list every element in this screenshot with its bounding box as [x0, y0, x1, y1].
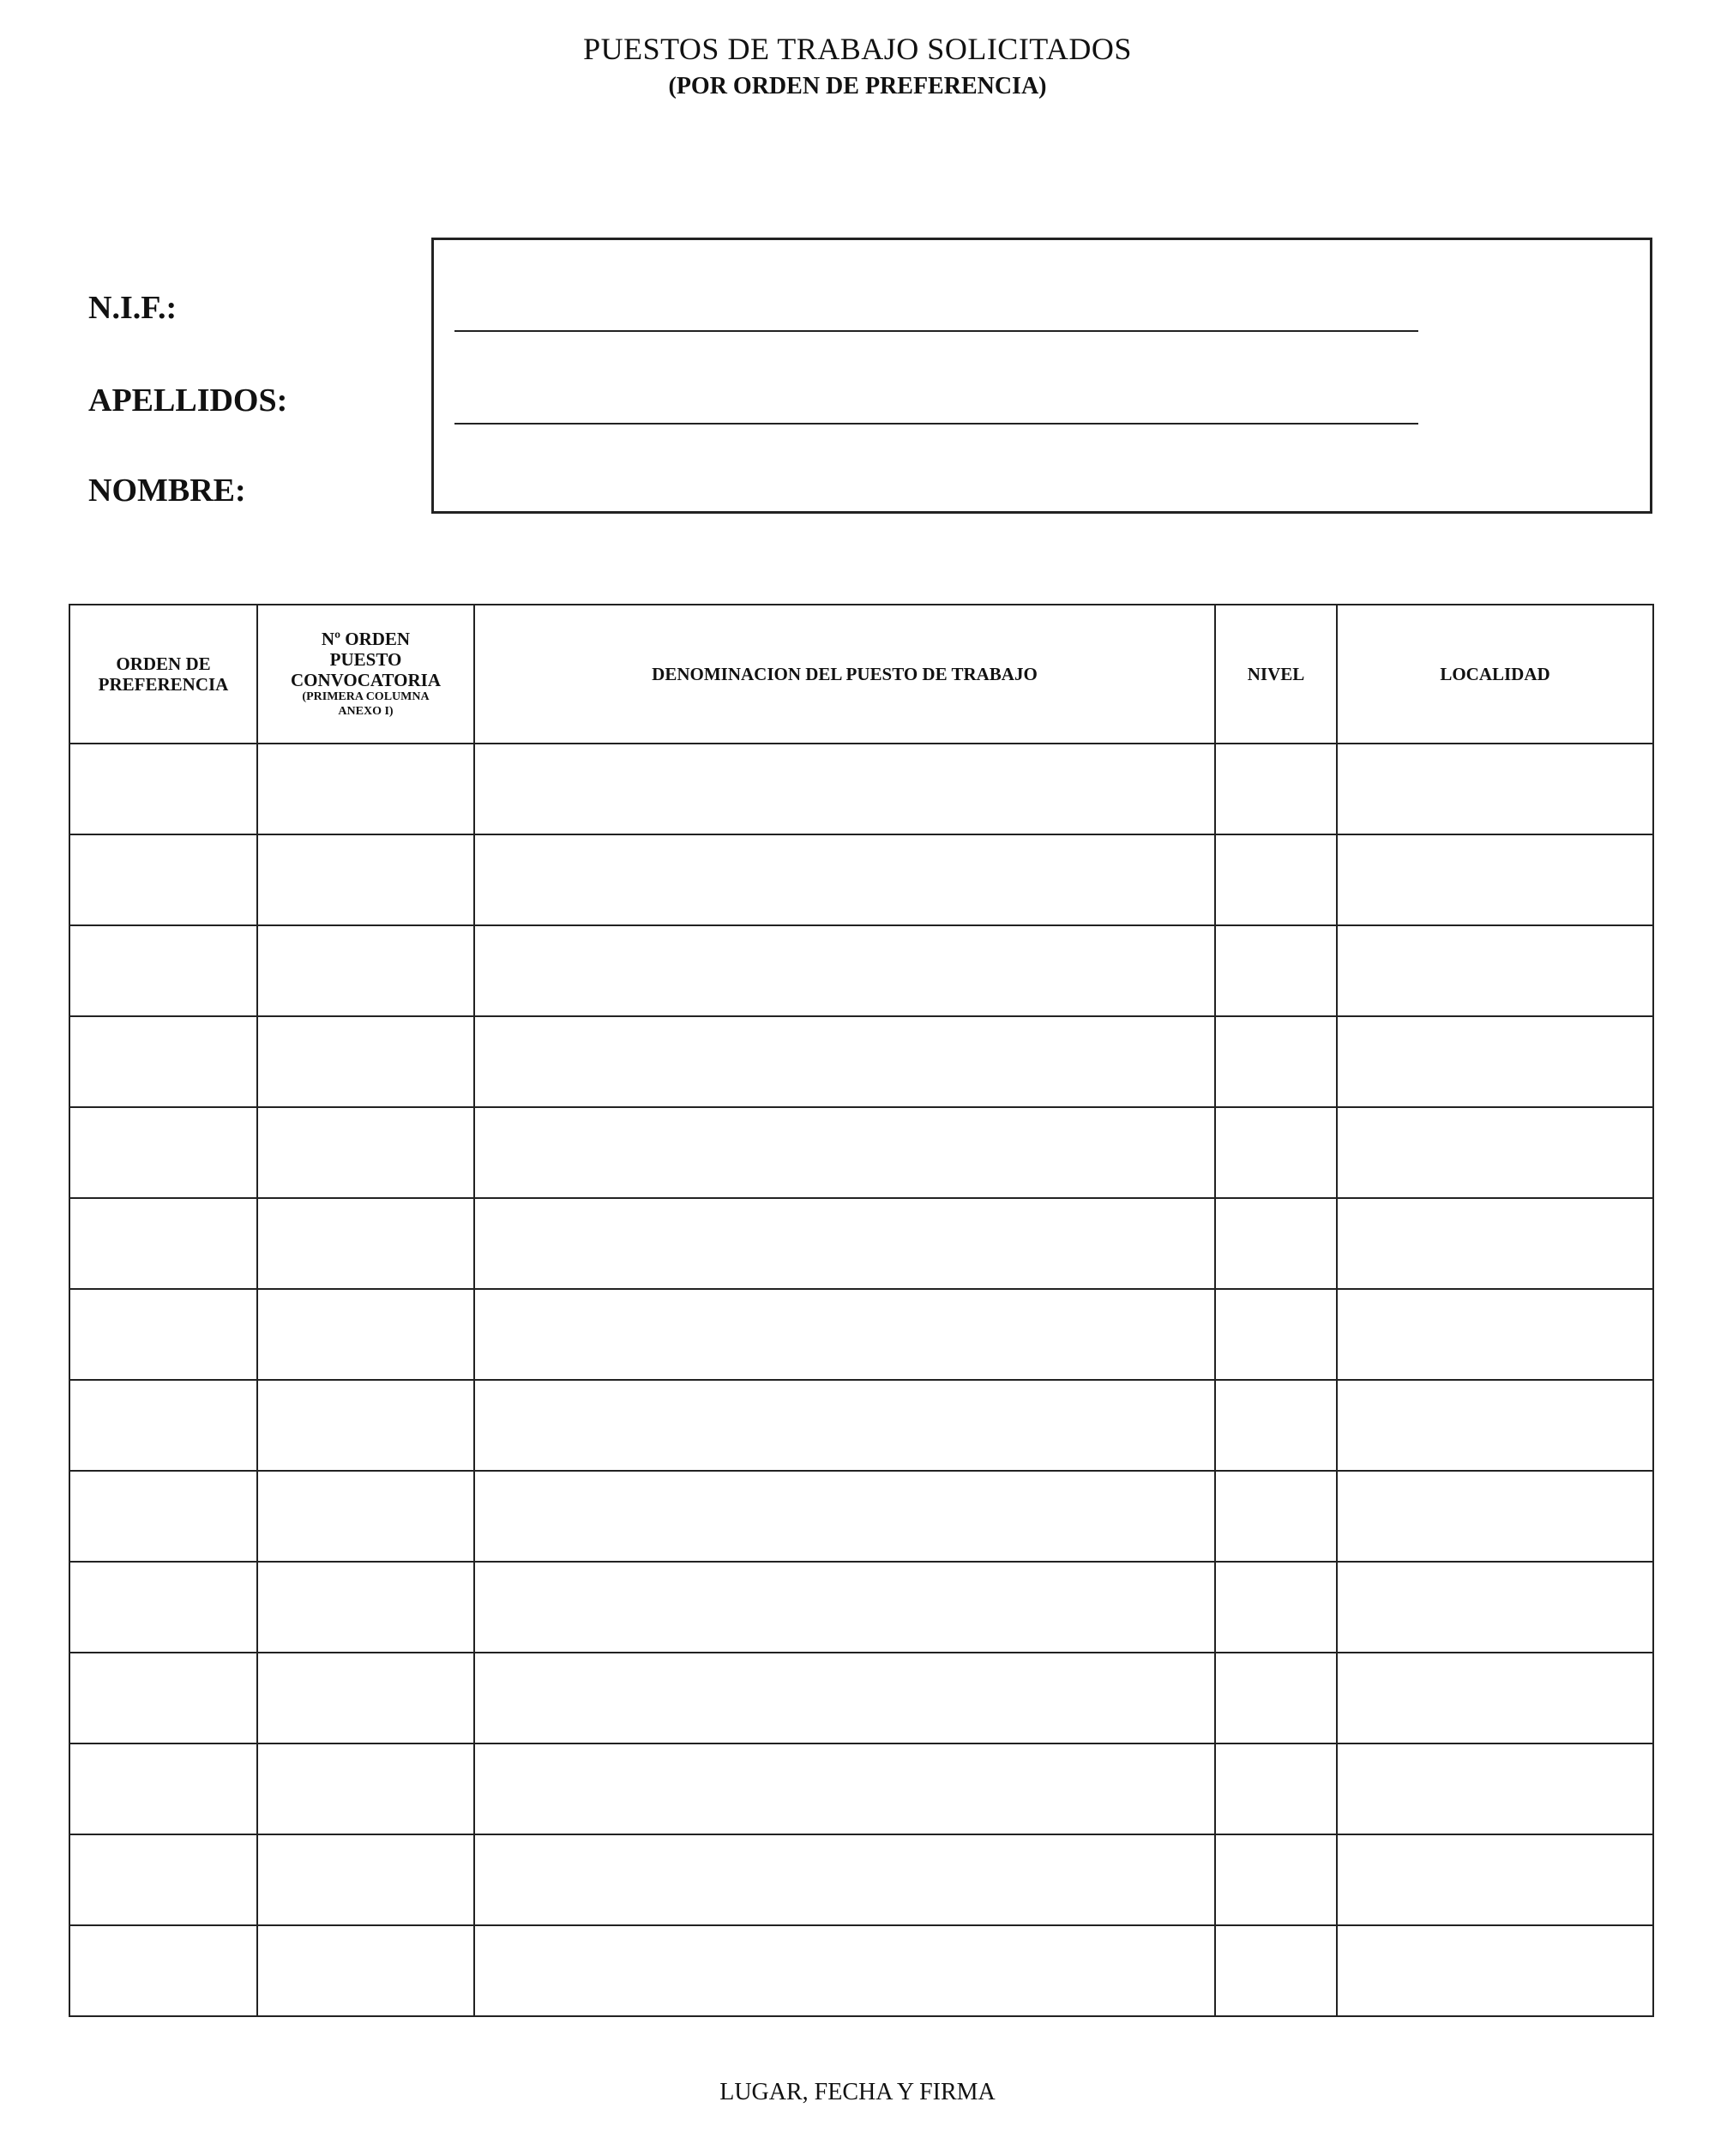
denominacion-cell[interactable] — [474, 1107, 1215, 1198]
num-orden-cell[interactable] — [257, 834, 474, 925]
orden-cell[interactable] — [69, 1743, 257, 1834]
nivel-cell[interactable] — [1215, 925, 1337, 1016]
nivel-cell[interactable] — [1215, 1380, 1337, 1471]
table-header-row — [69, 605, 1653, 744]
table-row — [69, 1562, 1653, 1653]
localidad-cell[interactable] — [1337, 834, 1653, 925]
orden-cell[interactable] — [69, 925, 257, 1016]
table-row — [69, 1016, 1653, 1107]
nivel-cell[interactable] — [1215, 834, 1337, 925]
apellidos-field-line[interactable] — [454, 423, 1418, 425]
identification-box — [431, 238, 1652, 514]
denominacion-cell[interactable] — [474, 1380, 1215, 1471]
table-row — [69, 1198, 1653, 1289]
denominacion-cell[interactable] — [474, 1562, 1215, 1653]
nivel-cell[interactable] — [1215, 1016, 1337, 1107]
nivel-cell[interactable] — [1215, 1198, 1337, 1289]
denominacion-cell[interactable] — [474, 1016, 1215, 1107]
signature-label: LUGAR, FECHA Y FIRMA — [719, 2079, 996, 2105]
orden-cell[interactable] — [69, 1925, 257, 2016]
denominacion-cell[interactable] — [474, 1289, 1215, 1380]
nivel-cell[interactable] — [1215, 1743, 1337, 1834]
table-row — [69, 1107, 1653, 1198]
denominacion-cell[interactable] — [474, 1653, 1215, 1743]
table-row — [69, 744, 1653, 834]
localidad-cell[interactable] — [1337, 1653, 1653, 1743]
table-row — [69, 1380, 1653, 1471]
denominacion-cell[interactable] — [474, 1834, 1215, 1925]
col-header-localidad: LOCALIDAD — [1337, 605, 1653, 744]
orden-cell[interactable] — [69, 834, 257, 925]
orden-cell[interactable] — [69, 1016, 257, 1107]
num-orden-cell[interactable] — [257, 1016, 474, 1107]
denominacion-cell[interactable] — [474, 744, 1215, 834]
orden-cell[interactable] — [69, 744, 257, 834]
localidad-cell[interactable] — [1337, 744, 1653, 834]
col-header-num-orden — [257, 605, 474, 744]
page-subtitle: (POR ORDEN DE PREFERENCIA) — [668, 73, 1047, 99]
num-orden-cell[interactable] — [257, 1925, 474, 2016]
apellidos-label: APELLIDOS: — [88, 382, 288, 419]
col-header-denominacion: DENOMINACION DEL PUESTO DE TRABAJO — [474, 605, 1215, 744]
col-header-orden-line-1: ORDEN DE — [116, 653, 211, 674]
preferences-table — [69, 604, 1654, 2017]
localidad-cell[interactable] — [1337, 1107, 1653, 1198]
nivel-cell[interactable] — [1215, 1107, 1337, 1198]
table-row — [69, 1471, 1653, 1562]
nombre-label: NOMBRE: — [88, 473, 246, 509]
col-header-orden-preferencia — [69, 605, 257, 744]
nivel-cell[interactable] — [1215, 1562, 1337, 1653]
num-orden-cell[interactable] — [257, 925, 474, 1016]
num-orden-cell[interactable] — [257, 1743, 474, 1834]
preferences-table-body — [69, 744, 1653, 2016]
table-row — [69, 1925, 1653, 2016]
num-orden-cell[interactable] — [257, 1380, 474, 1471]
orden-cell[interactable] — [69, 1562, 257, 1653]
localidad-cell[interactable] — [1337, 1380, 1653, 1471]
num-orden-cell[interactable] — [257, 1834, 474, 1925]
nivel-cell[interactable] — [1215, 1925, 1337, 2016]
num-orden-cell[interactable] — [257, 1562, 474, 1653]
localidad-cell[interactable] — [1337, 1562, 1653, 1653]
col-header-orden-line-2: PREFERENCIA — [98, 674, 229, 695]
denominacion-cell[interactable] — [474, 834, 1215, 925]
nivel-cell[interactable] — [1215, 744, 1337, 834]
denominacion-cell[interactable] — [474, 1198, 1215, 1289]
nivel-cell[interactable] — [1215, 1834, 1337, 1925]
localidad-cell[interactable] — [1337, 1198, 1653, 1289]
denominacion-cell[interactable] — [474, 1471, 1215, 1562]
num-orden-cell[interactable] — [257, 1471, 474, 1562]
col-header-num-orden-line-2: PUESTO — [329, 649, 402, 671]
col-header-num-orden-line-3: CONVOCATORIA — [291, 670, 441, 691]
nif-field-line[interactable] — [454, 330, 1418, 332]
table-row — [69, 1653, 1653, 1743]
nif-label: N.I.F.: — [88, 290, 178, 326]
col-header-num-orden-note-1: (PRIMERA COLUMNA — [302, 690, 430, 704]
table-row — [69, 1289, 1653, 1380]
denominacion-cell[interactable] — [474, 1743, 1215, 1834]
localidad-cell[interactable] — [1337, 925, 1653, 1016]
num-orden-cell[interactable] — [257, 1289, 474, 1380]
num-orden-cell[interactable] — [257, 744, 474, 834]
col-header-num-orden-note-2: ANEXO I) — [338, 705, 394, 719]
orden-cell[interactable] — [69, 1289, 257, 1380]
table-row — [69, 1743, 1653, 1834]
nivel-cell[interactable] — [1215, 1289, 1337, 1380]
num-orden-cell[interactable] — [257, 1107, 474, 1198]
col-header-nivel: NIVEL — [1215, 605, 1337, 744]
localidad-cell[interactable] — [1337, 1016, 1653, 1107]
nivel-cell[interactable] — [1215, 1653, 1337, 1743]
localidad-cell[interactable] — [1337, 1925, 1653, 2016]
orden-cell[interactable] — [69, 1107, 257, 1198]
denominacion-cell[interactable] — [474, 1925, 1215, 2016]
localidad-cell[interactable] — [1337, 1471, 1653, 1562]
localidad-cell[interactable] — [1337, 1834, 1653, 1925]
denominacion-cell[interactable] — [474, 925, 1215, 1016]
localidad-cell[interactable] — [1337, 1289, 1653, 1380]
orden-cell[interactable] — [69, 1471, 257, 1562]
num-orden-cell[interactable] — [257, 1198, 474, 1289]
table-row — [69, 925, 1653, 1016]
orden-cell[interactable] — [69, 1653, 257, 1743]
orden-cell[interactable] — [69, 1198, 257, 1289]
orden-cell[interactable] — [69, 1380, 257, 1471]
table-row — [69, 834, 1653, 925]
table-row — [69, 1834, 1653, 1925]
num-orden-cell[interactable] — [257, 1653, 474, 1743]
page-title: PUESTOS DE TRABAJO SOLICITADOS — [583, 32, 1132, 66]
col-header-num-orden-line-1: Nº ORDEN — [321, 628, 411, 649]
localidad-cell[interactable] — [1337, 1743, 1653, 1834]
nivel-cell[interactable] — [1215, 1471, 1337, 1562]
orden-cell[interactable] — [69, 1834, 257, 1925]
